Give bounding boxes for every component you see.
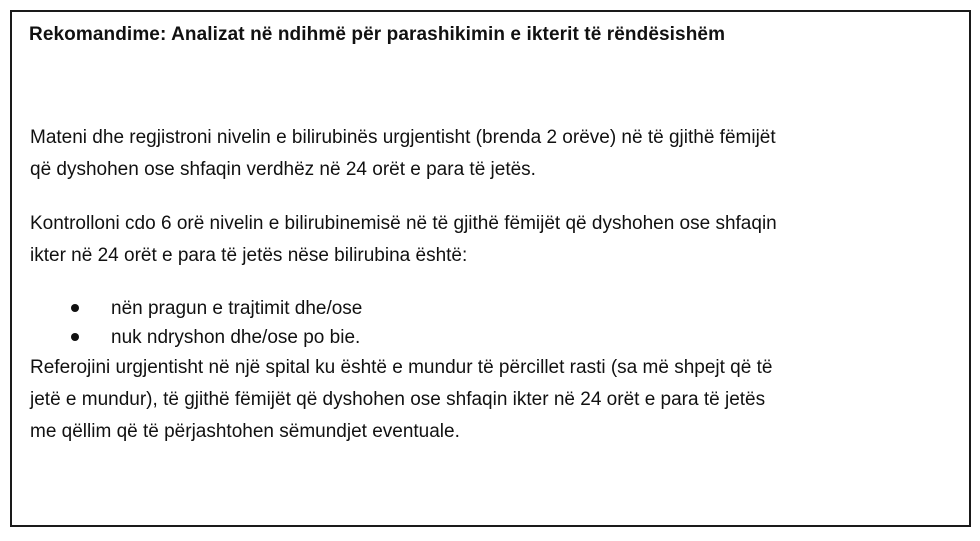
paragraph-line: që dyshohen ose shfaqin verdhëz në 24 orët e para të jetës. <box>30 159 536 180</box>
paragraph-check-bilirubinemia <box>30 208 777 272</box>
paragraph-line: Referojini urgjentisht në një spital ku është e mundur të përcillet rasti (sa më shpejt që të <box>30 357 773 378</box>
paragraph-measure-bilirubin <box>30 122 776 186</box>
bullet-icon <box>71 304 79 312</box>
paragraph-line: me qëllim që të përjashtohen sëmundjet eventuale. <box>30 421 460 442</box>
list-item <box>12 294 362 323</box>
paragraph-line: Mateni dhe regjistroni nivelin e bilirubinës urgjentisht (brenda 2 orëve) në të gjithë fëmijët <box>30 127 776 148</box>
box-title: Rekomandime: Analizat në ndihmë për parashikimin e ikterit të rëndësishëm <box>29 24 726 45</box>
list-item <box>12 323 362 352</box>
bullet-text: nuk ndryshon dhe/ose po bie. <box>111 327 361 348</box>
bullet-text: nën pragun e trajtimit dhe/ose <box>111 298 363 319</box>
paragraph-line: jetë e mundur), të gjithë fëmijët që dyshohen ose shfaqin ikter në 24 orët e para të jetës <box>30 389 766 410</box>
condition-bullet-list <box>12 294 362 352</box>
recommendation-box <box>10 10 971 527</box>
paragraph-line: Kontrolloni cdo 6 orë nivelin e bilirubinemisë në të gjithë fëmijët që dyshohen ose shfaqin <box>30 213 777 234</box>
bullet-icon <box>71 333 79 341</box>
paragraph-refer-urgently <box>30 352 772 448</box>
paragraph-line: ikter në 24 orët e para të jetës nëse bilirubina është: <box>30 245 468 266</box>
